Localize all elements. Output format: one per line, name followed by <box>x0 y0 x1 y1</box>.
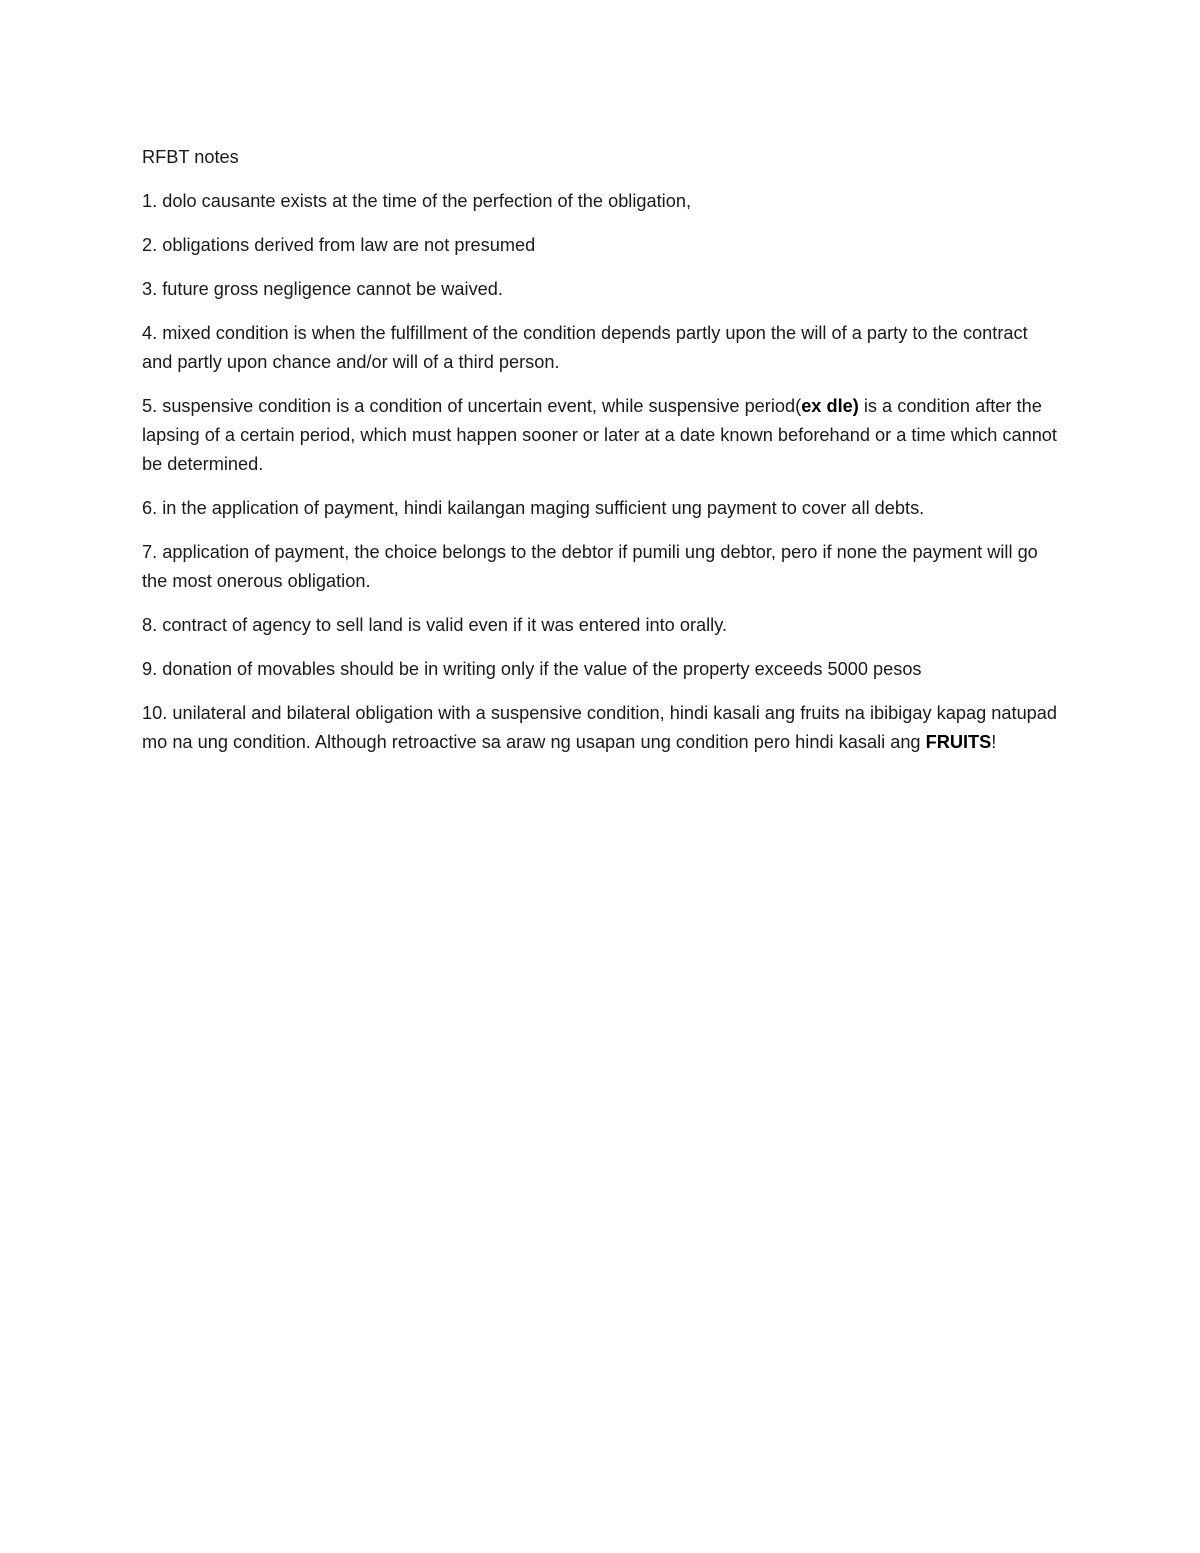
note-10-text-before: 10. unilateral and bilateral obligation with a suspensive condition, hindi kasali ang fruits na ibibigay kapag natupad mo na ung condition. Although retroactive sa araw ng usapan ung condition pero hindi kasali ang <box>142 703 1058 752</box>
note-5-bold-text: ex dle) <box>801 396 859 416</box>
note-8: 8. contract of agency to sell land is valid even if it was entered into orally. <box>142 615 728 635</box>
note-5 <box>142 392 1062 479</box>
note-5-text-after: is a condition after the lapsing of a certain period, which must happen sooner or later at a date known beforehand or a time which cannot be determined. <box>142 396 1057 474</box>
note-7: 7. application of payment, the choice belongs to the debtor if pumili ung debtor, pero if none the payment will go the most onerous obligation. <box>142 542 1038 591</box>
note-2: 2. obligations derived from law are not presumed <box>142 235 536 255</box>
note-5-text-before: 5. suspensive condition is a condition of uncertain event, while suspensive period( <box>142 396 802 416</box>
document-body <box>142 143 1062 772</box>
note-1: 1. dolo causante exists at the time of the perfection of the obligation, <box>142 191 691 211</box>
note-6: 6. in the application of payment, hindi kailangan maging sufficient ung payment to cover all debts. <box>142 498 925 518</box>
note-10 <box>142 699 1062 757</box>
note-4: 4. mixed condition is when the fulfillment of the condition depends partly upon the will of a party to the contract and partly upon chance and/or will of a third person. <box>142 323 1028 372</box>
note-9: 9. donation of movables should be in writing only if the value of the property exceeds 5000 pesos <box>142 659 922 679</box>
document-title: RFBT notes <box>142 147 239 167</box>
note-3: 3. future gross negligence cannot be waived. <box>142 279 503 299</box>
note-10-bold-text: FRUITS <box>925 732 992 752</box>
note-10-text-after: ! <box>991 732 997 752</box>
